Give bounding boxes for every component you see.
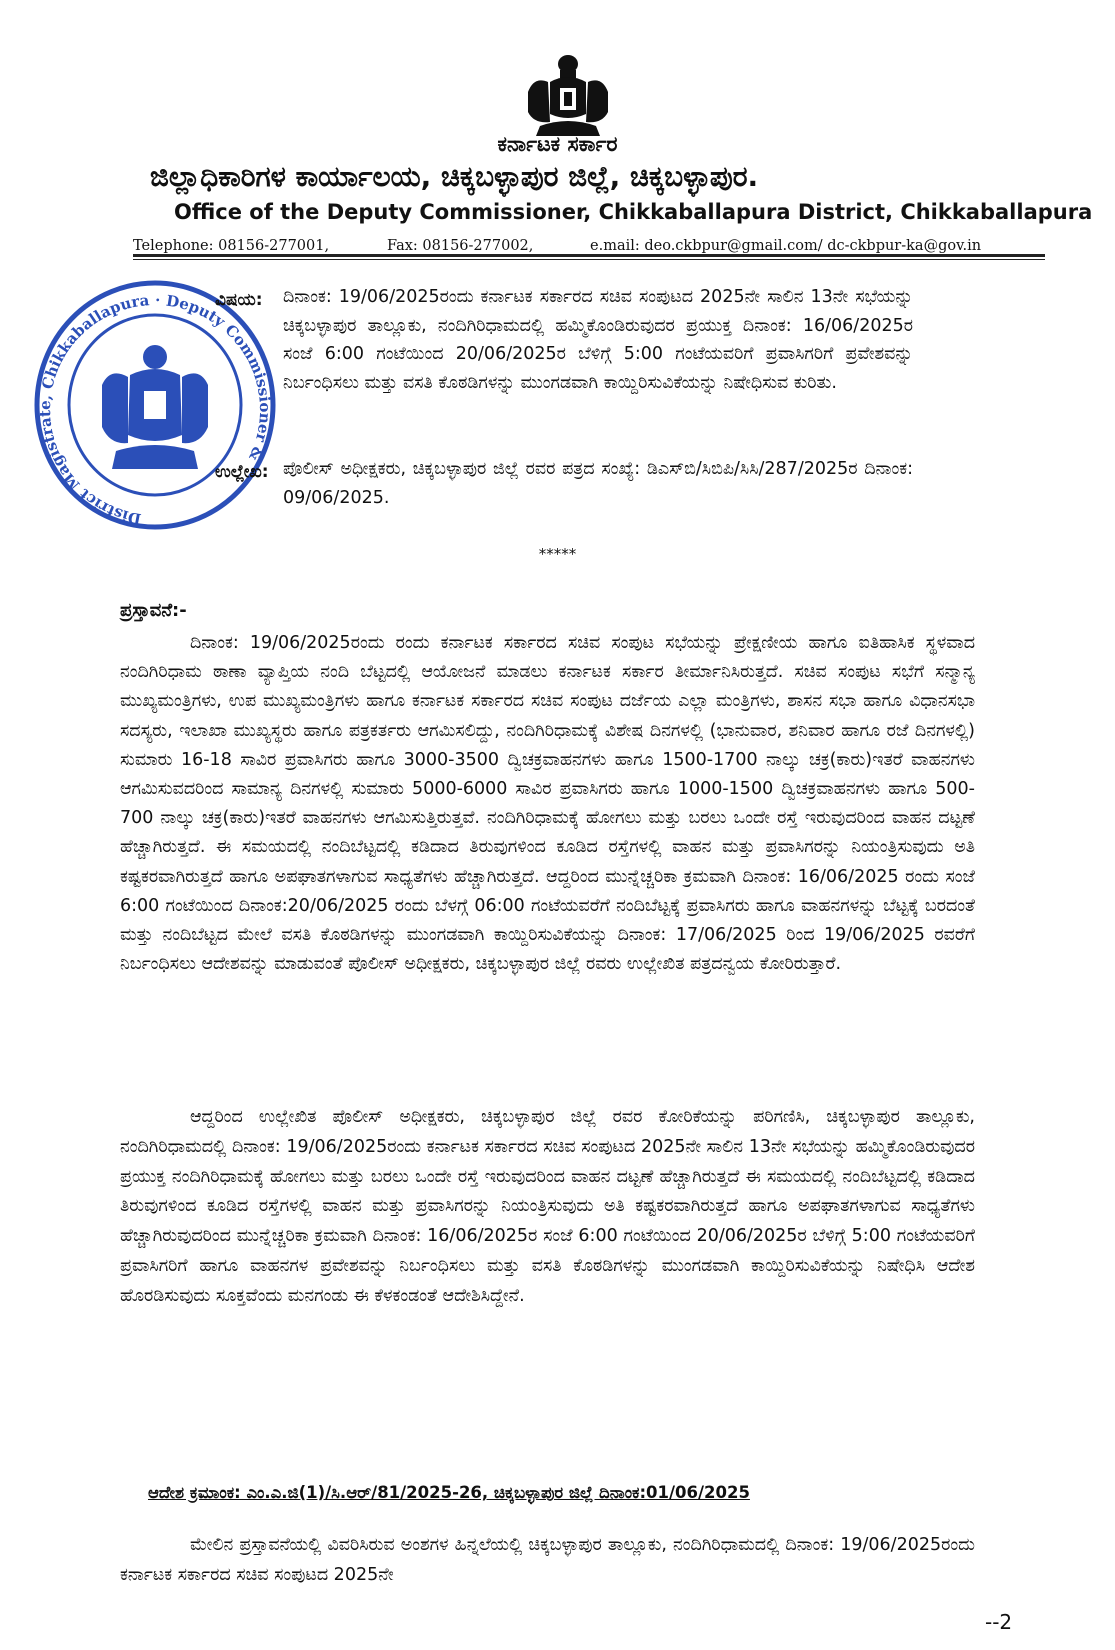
preamble-heading: ಪ್ರಸ್ತಾವನೆ:-: [120, 600, 187, 621]
government-title: ಕರ್ನಾಟಕ ಸರ್ಕಾರ: [497, 132, 618, 156]
page-number: --2: [985, 1610, 1013, 1634]
subject-label: ವಿಷಯ:: [215, 290, 263, 310]
seal-text: District Magistrate, Chikkaballapura · Deputy Commissioner &: [35, 290, 275, 529]
office-title-english: Office of the Deputy Commissioner, Chikkaballapura District, Chikkaballapura: [174, 200, 1093, 224]
order-number: ಆದೇಶ ಕ್ರಮಾಂಕ: ಎಂ.ಎ.ಜಿ(1)/ಸಿ.ಆರ್/81/2025-26, ಚಿಕ್ಕಬಳ್ಳಾಪುರ ಜಿಲ್ಲೆ ದಿನಾಂಕ:01/06/2025: [148, 1483, 750, 1502]
reference-label: ಉಲ್ಲೇಖ:: [215, 462, 269, 482]
subject-text: ದಿನಾಂಕ: 19/06/2025ರಂದು ಕರ್ನಾಟಕ ಸರ್ಕಾರದ ಸಚಿವ ಸಂಪುಟದ 2025ನೇ ಸಾಲಿನ 13ನೇ ಸಭೆಯನ್ನು ಚಿಕ್ಕಬಳ್ಳಾಪುರ ತಾಲ್ಲೂಕು, ನಂದಿಗಿರಿಧಾಮದಲ್ಲಿ ಹಮ್ಮಿಕೊಂಡಿರುವುದರ ಪ್ರಯುಕ್ತ ದಿನಾಂಕ: 16/06/2025ರ ಸಂಜೆ 6:00 ಗಂಟೆಯಿಂದ 20/06/2025ರ ಬೆಳಿಗ್ಗೆ 5:00 ಗಂಟೆಯವರಿಗೆ ಪ್ರವಾಸಿಗರಿಗೆ ಪ್ರವೇಶವನ್ನು ನಿರ್ಬಂಧಿಸಲು ಮತ್ತು ವಸತಿ ಕೊಠಡಿಗಳನ್ನು ಮುಂಗಡವಾಗಿ ಕಾಯ್ದಿರಿಸುವಿಕೆಯನ್ನು ನಿಷೇಧಿಸುವ ಕುರಿತು.: [283, 287, 913, 393]
reference-text: ಪೊಲೀಸ್ ಅಧೀಕ್ಷಕರು, ಚಿಕ್ಕಬಳ್ಳಾಪುರ ಜಿಲ್ಲೆ ರವರ ಪತ್ರದ ಸಂಖ್ಯೆ: ಡಿಎಸ್‌ಬಿ/ಸಿಬಿಪಿ/ಸಿಸಿ/287/2025ರ ದಿನಾಂಕ: 09/06/2025.: [283, 459, 913, 508]
office-title-kannada: ಜಿಲ್ಲಾಧಿಕಾರಿಗಳ ಕಾರ್ಯಾಲಯ, ಚಿಕ್ಕಬಳ್ಳಾಪುರ ಜಿಲ್ಲೆ, ಚಿಕ್ಕಬಳ್ಳಾಪುರ.: [150, 160, 759, 193]
preamble-paragraph-2: ಆದ್ದರಿಂದ ಉಲ್ಲೇಖಿತ ಪೊಲೀಸ್ ಅಧೀಕ್ಷಕರು, ಚಿಕ್ಕಬಳ್ಳಾಪುರ ಜಿಲ್ಲೆ ರವರ ಕೋರಿಕೆಯನ್ನು ಪರಿಗಣಿಸಿ, ಚಿಕ್ಕಬಳ್ಳಾಪುರ ತಾಲ್ಲೂಕು, ನಂದಿಗಿರಿಧಾಮದಲ್ಲಿ ದಿನಾಂಕ: 19/06/2025ರಂದು ಕರ್ನಾಟಕ ಸರ್ಕಾರದ ಸಚಿವ ಸಂಪುಟದ 2025ನೇ ಸಾಲಿನ 13ನೇ ಸಭೆಯನ್ನು ಹಮ್ಮಿಕೊಂಡಿರುವುದರ ಪ್ರಯುಕ್ತ ನಂದಿಗಿರಿಧಾಮಕ್ಕೆ ಹೋಗಲು ಮತ್ತು ಬರಲು ಒಂದೇ ರಸ್ತೆ ಇರುವುದರಿಂದ ವಾಹನ ದಟ್ಟಣೆ ಹೆಚ್ಚಾಗಿರುತ್ತದೆ ಈ ಸಮಯದಲ್ಲಿ ನಂದಿಬೆಟ್ಟದಲ್ಲಿ ಕಡಿದಾದ ತಿರುವುಗಳಿಂದ ಕೂಡಿದ ರಸ್ತೆಗಳಲ್ಲಿ ವಾಹನ ಮತ್ತು ಪ್ರವಾಸಿಗರನ್ನು ನಿಯಂತ್ರಿಸುವುದು ಅತಿ ಕಷ್ಟಕರವಾಗಿರುತ್ತದೆ ಹಾಗೂ ಅಪಘಾತಗಳಾಗುವ ಸಾಧ್ಯತೆಗಳು ಹೆಚ್ಚಾಗಿರುವುದರಿಂದ ಮುನ್ನೆಚ್ಚರಿಕಾ ಕ್ರಮವಾಗಿ ದಿನಾಂಕ: 16/06/2025ರ ಸಂಜೆ 6:00 ಗಂಟೆಯಿಂದ 20/06/2025ರ ಬೆಳಿಗ್ಗೆ 5:00 ಗಂಟೆಯವರಿಗೆ ಪ್ರವಾಸಿಗರಿಗೆ ಹಾಗೂ ವಾಹನಗಳ ಪ್ರವೇಶವನ್ನು ನಿರ್ಬಂಧಿಸಲು ಮತ್ತು ವಸತಿ ಕೊಠಡಿಗಳನ್ನು ಮುಂಗಡವಾಗಿ ಕಾಯ್ದಿರಿಸುವಿಕೆಯನ್ನು ನಿಷೇಧಿಸಿ ಆದೇಶ ಹೊರಡಿಸುವುದು ಸೂಕ್ತವೆಂದು ಮನಗಂಡು ಈ ಕೆಳಕಂಡಂತೆ ಆದೇಶಿಸಿದ್ದೇನೆ.: [120, 1107, 975, 1306]
preamble-paragraph-1: ದಿನಾಂಕ: 19/06/2025ರಂದು ರಂದು ಕರ್ನಾಟಕ ಸರ್ಕಾರದ ಸಚಿವ ಸಂಪುಟ ಸಭೆಯನ್ನು ಪ್ರೇಕ್ಷಣೀಯ ಹಾಗೂ ಐತಿಹಾಸಿಕ ಸ್ಥಳವಾದ ನಂದಿಗಿರಿಧಾಮ ಠಾಣಾ ವ್ಯಾಪ್ತಿಯ ನಂದಿ ಬೆಟ್ಟದಲ್ಲಿ ಆಯೋಜನೆ ಮಾಡಲು ಕರ್ನಾಟಕ ಸರ್ಕಾರ ತೀರ್ಮಾನಿಸಿರುತ್ತದೆ. ಸಚಿವ ಸಂಪುಟ ಸಭೆಗೆ ಸನ್ಮಾನ್ಯ ಮುಖ್ಯಮಂತ್ರಿಗಳು, ಉಪ ಮುಖ್ಯಮಂತ್ರಿಗಳು ಹಾಗೂ ಕರ್ನಾಟಕ ಸರ್ಕಾರದ ಸಚಿವ ಸಂಪುಟ ದರ್ಜೆಯ ಎಲ್ಲಾ ಮಂತ್ರಿಗಳು, ಶಾಸನ ಸಭಾ ಹಾಗೂ ವಿಧಾನಸಭಾ ಸದಸ್ಯರು, ಇಲಾಖಾ ಮುಖ್ಯಸ್ಥರು ಹಾಗೂ ಪತ್ರಕರ್ತರು ಆಗಮಿಸಲಿದ್ದು, ನಂದಿಗಿರಿಧಾಮಕ್ಕೆ ವಿಶೇಷ ದಿನಗಳಲ್ಲಿ (ಭಾನುವಾರ, ಶನಿವಾರ ಹಾಗೂ ರಜೆ ದಿನಗಳಲ್ಲಿ) ಸುಮಾರು 16-18 ಸಾವಿರ ಪ್ರವಾಸಿಗರು ಹಾಗೂ 3000-3500 ದ್ವಿಚಕ್ರವಾಹನಗಳು ಹಾಗೂ 1500-1700 ನಾಲ್ಕು ಚಕ್ರ(ಕಾರು)ಇತರೆ ವಾಹನಗಳು ಆಗಮಿಸುವದರಿಂದ ಸಾಮಾನ್ಯ ದಿನಗಳಲ್ಲಿ ಸುಮಾರು 5000-6000 ಸಾವಿರ ಪ್ರವಾಸಿಗರು ಹಾಗೂ 1000-1500 ದ್ವಿಚಕ್ರವಾಹನಗಳು ಹಾಗೂ 500-700 ನಾಲ್ಕು ಚಕ್ರ(ಕಾರು)ಇತರೆ ವಾಹನಗಳು ಆಗಮಿಸುತ್ತಿರುತ್ತವೆ. ನಂದಿಗಿರಿಧಾಮಕ್ಕೆ ಹೋಗಲು ಮತ್ತು ಬರಲು ಒಂದೇ ರಸ್ತೆ ಇರುವುದರಿಂದ ವಾಹನ ದಟ್ಟಣೆ ಹೆಚ್ಚಾಗಿರುತ್ತದೆ. ಈ ಸಮಯದಲ್ಲಿ ನಂದಿಬೆಟ್ಟದಲ್ಲಿ ಕಡಿದಾದ ತಿರುವುಗಳಿಂದ ಕೂಡಿದ ರಸ್ತೆಗಳಲ್ಲಿ ವಾಹನ ಮತ್ತು ಪ್ರವಾಸಿಗರನ್ನು ನಿಯಂತ್ರಿಸುವುದು ಅತಿ ಕಷ್ಟಕರವಾಗಿರುತ್ತದೆ ಹಾಗೂ ಅಪಘಾತಗಳಾಗುವ ಸಾಧ್ಯತೆಗಳು ಹೆಚ್ಚಾಗಿರುತ್ತದೆ. ಆದ್ದರಿಂದ ಮುನ್ನೆಚ್ಚರಿಕಾ ಕ್ರಮವಾಗಿ ದಿನಾಂಕ: 16/06/2025 ರಂದು ಸಂಜೆ 6:00 ಗಂಟೆಯಿಂದ ದಿನಾಂಕ:20/06/2025 ರಂದು ಬೆಳಗ್ಗೆ 06:00 ಗಂಟೆಯವರೆಗೆ ನಂದಿಬೆಟ್ಟಕ್ಕೆ ಪ್ರವಾಸಿಗರು ಹಾಗೂ ವಾಹನಗಳನ್ನು ಬೆಟ್ಟಕ್ಕೆ ಬರದಂತೆ ಮತ್ತು ನಂದಿಬೆಟ್ಟದ ಮೇಲೆ ವಸತಿ ಕೊಠಡಿಗಳನ್ನು ಮುಂಗಡವಾಗಿ ಕಾಯ್ದಿರಿಸುವಿಕೆಯನ್ನು ದಿನಾಂಕ: 17/06/2025 ರಿಂದ 19/06/2025 ರವರೆಗೆ ನಿರ್ಬಂಧಿಸಲು ಆದೇಶವನ್ನು ಮಾಡುವಂತೆ ಪೊಲೀಸ್ ಅಧೀಕ್ಷಕರು, ಚಿಕ್ಕಬಳ್ಳಾಪುರ ಜಿಲ್ಲೆ ರವರು ಉಲ್ಲೇಖಿತ ಪತ್ರದನ್ವಯ ಕೋರಿರುತ್ತಾರೆ.: [120, 633, 975, 975]
official-seal-icon: [30, 275, 280, 535]
header-rule-thin: [133, 259, 1045, 260]
state-emblem-icon: [520, 52, 616, 140]
fax: Fax: 08156-277002,: [387, 238, 534, 254]
order-body: ಮೇಲಿನ ಪ್ರಸ್ತಾವನೆಯಲ್ಲಿ ವಿವರಿಸಿರುವ ಅಂಶಗಳ ಹಿನ್ನಲೆಯಲ್ಲಿ ಚಿಕ್ಕಬಳ್ಳಾಪುರ ತಾಲ್ಲೂಕು, ನಂದಿಗಿರಿಧಾಮದಲ್ಲಿ ದಿನಾಂಕ: 19/06/2025ರಂದು ಕರ್ನಾಟಕ ಸರ್ಕಾರದ ಸಚಿವ ಸಂಪುಟದ 2025ನೇ: [120, 1535, 975, 1585]
header-rule: [133, 254, 1045, 257]
telephone: Telephone: 08156-277001,: [133, 238, 330, 254]
separator: *****: [538, 545, 577, 563]
email: e.mail: deo.ckbpur@gmail.com/ dc-ckbpur-ka@gov.in: [590, 238, 982, 254]
